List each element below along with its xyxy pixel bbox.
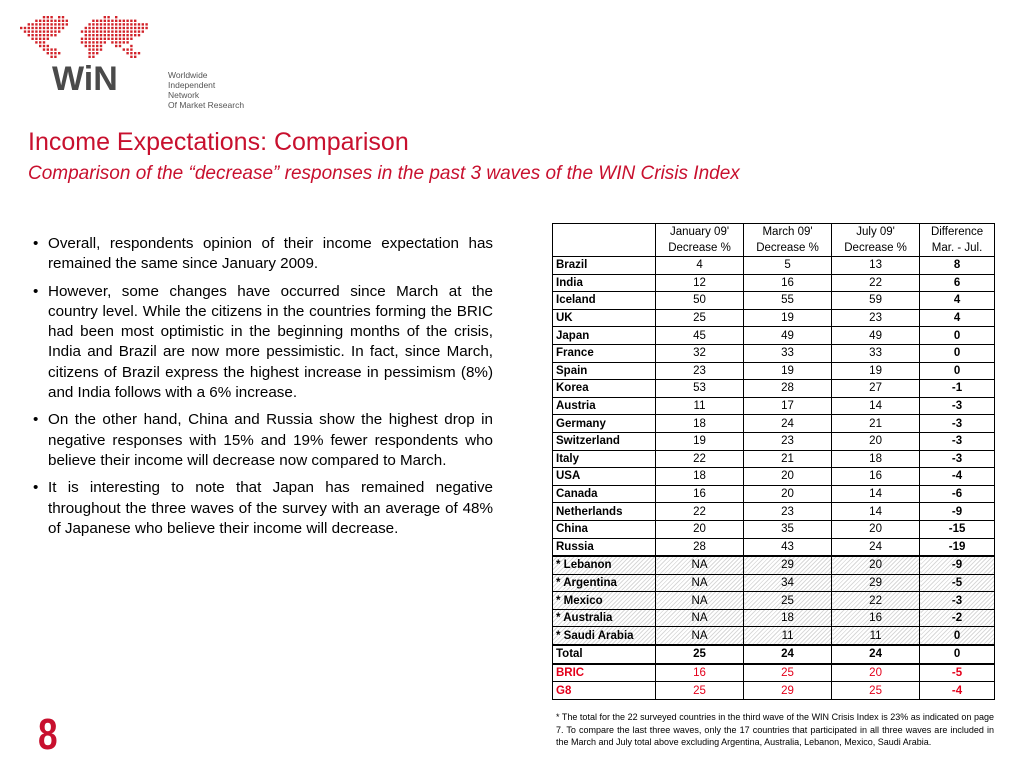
value-cell: 16 [744, 274, 832, 292]
table-row [553, 309, 995, 327]
bullet-text: However, some changes have occurred since March at the country level. While the citizens in the countries forming the BRIC had been most optimistic in the beginning months of the crisis, India and Brazil are now more pessimistic. In fact, since March, citizens of Brazil express the highest increase in pessimism (8%) and India follows with a 6% increase. [48, 282, 493, 402]
value-cell: 16 [832, 468, 920, 486]
value-cell: 29 [744, 682, 832, 700]
row-label: India [553, 274, 656, 292]
row-label: Japan [553, 327, 656, 345]
difference-cell: 0 [920, 327, 995, 345]
value-cell: 25 [744, 664, 832, 682]
row-label: * Lebanon [553, 556, 656, 574]
value-cell: 5 [744, 257, 832, 275]
value-cell: NA [656, 609, 744, 627]
table-row [553, 538, 995, 556]
table-row-group [553, 682, 995, 700]
world-map-dots-icon [18, 14, 158, 94]
value-cell: 18 [832, 450, 920, 468]
table-row [553, 432, 995, 450]
value-cell: 20 [832, 520, 920, 538]
value-cell: 29 [744, 556, 832, 574]
value-cell: 20 [744, 485, 832, 503]
difference-cell: 0 [920, 362, 995, 380]
row-label: Austria [553, 397, 656, 415]
value-cell: 22 [832, 274, 920, 292]
bullet-text: On the other hand, China and Russia show the highest drop in negative responses with 15% and 19% fewer respondents who believe their income will decrease now compared to March. [48, 411, 493, 469]
table-row [553, 485, 995, 503]
value-cell: 18 [656, 468, 744, 486]
logo-line-2: Independent Network [168, 80, 216, 100]
row-label: China [553, 520, 656, 538]
bullet-text: It is interesting to note that Japan has remained negative throughout the three waves of the survey with an average of 48% of Japanese who believe their income will decrease. [48, 479, 493, 537]
value-cell: 50 [656, 292, 744, 310]
table-row [553, 274, 995, 292]
difference-cell: -6 [920, 485, 995, 503]
row-label: BRIC [553, 664, 656, 682]
value-cell: 32 [656, 344, 744, 362]
bullet-item: • It is interesting to note that Japan has remained negative throughout the three waves of the survey with an average of 48% of Japanese who believe their income will decrease. [33, 479, 493, 537]
table-row-excluded [553, 592, 995, 610]
value-cell: 16 [656, 664, 744, 682]
value-cell: 25 [656, 682, 744, 700]
row-label: * Australia [553, 609, 656, 627]
header-blank [553, 224, 656, 257]
difference-cell: -4 [920, 682, 995, 700]
value-cell: 13 [832, 257, 920, 275]
value-cell: 25 [656, 309, 744, 327]
row-label: France [553, 344, 656, 362]
value-cell: 43 [744, 538, 832, 556]
value-cell: 14 [832, 397, 920, 415]
value-cell: 19 [656, 432, 744, 450]
table-header-row [553, 224, 995, 257]
page-subtitle: Comparison of the “decrease” responses in the past 3 waves of the WIN Crisis Index [28, 163, 740, 184]
logo-tagline [168, 70, 248, 110]
row-label: Total [553, 645, 656, 664]
value-cell: 19 [744, 309, 832, 327]
value-cell: 24 [832, 538, 920, 556]
row-label: Canada [553, 485, 656, 503]
logo-line-3: Of Market Research [168, 100, 245, 110]
value-cell: 59 [832, 292, 920, 310]
table-row [553, 520, 995, 538]
row-label: Spain [553, 362, 656, 380]
row-label: Germany [553, 415, 656, 433]
value-cell: 17 [744, 397, 832, 415]
table-row [553, 257, 995, 275]
value-cell: 20 [832, 432, 920, 450]
value-cell: 22 [656, 503, 744, 521]
difference-cell: -19 [920, 538, 995, 556]
value-cell: 28 [656, 538, 744, 556]
comparison-table [552, 223, 995, 700]
difference-cell: -5 [920, 574, 995, 592]
header-july: July 09' Decrease % [832, 224, 920, 257]
header-difference: Difference Mar. - Jul. [920, 224, 995, 257]
value-cell: 19 [744, 362, 832, 380]
value-cell: 20 [832, 556, 920, 574]
bullet-list [30, 234, 493, 546]
value-cell: 14 [832, 485, 920, 503]
bullet-item: • Overall, respondents opinion of their income expectation has remained the same since January 2009. [33, 235, 493, 273]
table-row [553, 362, 995, 380]
value-cell: 12 [656, 274, 744, 292]
table-row-excluded [553, 556, 995, 574]
difference-cell: 6 [920, 274, 995, 292]
row-label: * Mexico [553, 592, 656, 610]
row-label: UK [553, 309, 656, 327]
value-cell: 11 [656, 397, 744, 415]
difference-cell: -1 [920, 380, 995, 398]
difference-cell: 0 [920, 627, 995, 645]
table-row [553, 380, 995, 398]
difference-cell: -9 [920, 556, 995, 574]
value-cell: 35 [744, 520, 832, 538]
value-cell: NA [656, 592, 744, 610]
difference-cell: 8 [920, 257, 995, 275]
row-label: USA [553, 468, 656, 486]
row-label: Switzerland [553, 432, 656, 450]
difference-cell: -3 [920, 592, 995, 610]
value-cell: 18 [744, 609, 832, 627]
value-cell: 18 [656, 415, 744, 433]
header-january: January 09' Decrease % [656, 224, 744, 257]
table-row [553, 397, 995, 415]
logo-mark: WiN [52, 60, 118, 94]
row-label: Korea [553, 380, 656, 398]
bullet-item: • On the other hand, China and Russia show the highest drop in negative responses with 15% and 19% fewer respondents who believe their income will decrease now compared to March. [33, 411, 493, 469]
table-row-excluded [553, 574, 995, 592]
row-label: Italy [553, 450, 656, 468]
difference-cell: -3 [920, 415, 995, 433]
difference-cell: -4 [920, 468, 995, 486]
value-cell: 33 [832, 344, 920, 362]
difference-cell: -2 [920, 609, 995, 627]
value-cell: 25 [744, 592, 832, 610]
page-title: Income Expectations: Comparison [28, 128, 409, 156]
value-cell: 24 [832, 645, 920, 664]
value-cell: 11 [832, 627, 920, 645]
table-row-total [553, 645, 995, 664]
value-cell: 24 [744, 415, 832, 433]
value-cell: 49 [832, 327, 920, 345]
value-cell: 28 [744, 380, 832, 398]
value-cell: 33 [744, 344, 832, 362]
table-row [553, 503, 995, 521]
value-cell: 45 [656, 327, 744, 345]
row-label: Iceland [553, 292, 656, 310]
value-cell: 20 [656, 520, 744, 538]
difference-cell: 0 [920, 344, 995, 362]
value-cell: 11 [744, 627, 832, 645]
page-number: 8 [38, 710, 57, 759]
value-cell: 16 [832, 609, 920, 627]
difference-cell: -3 [920, 450, 995, 468]
value-cell: 23 [832, 309, 920, 327]
table-row [553, 468, 995, 486]
row-label: * Saudi Arabia [553, 627, 656, 645]
difference-cell: -5 [920, 664, 995, 682]
value-cell: NA [656, 627, 744, 645]
value-cell: 16 [656, 485, 744, 503]
bullet-text: Overall, respondents opinion of their income expectation has remained the same since January 2009. [48, 235, 493, 273]
header-march: March 09' Decrease % [744, 224, 832, 257]
logo-line-1: Worldwide [168, 70, 208, 80]
win-logo [18, 14, 248, 110]
table-row-excluded [553, 609, 995, 627]
difference-cell: 0 [920, 645, 995, 664]
row-label: Brazil [553, 257, 656, 275]
table-row [553, 344, 995, 362]
table-row-group [553, 664, 995, 682]
value-cell: 22 [656, 450, 744, 468]
difference-cell: -3 [920, 432, 995, 450]
value-cell: 23 [744, 503, 832, 521]
value-cell: 53 [656, 380, 744, 398]
table-row [553, 415, 995, 433]
table-row-excluded [553, 627, 995, 645]
row-label: G8 [553, 682, 656, 700]
bullet-item: • However, some changes have occurred since March at the country level. While the citizens in the countries forming the BRIC had been most optimistic in the beginning months of the crisis, India and Brazil are now more pessimistic. In fact, since March, citizens of Brazil express the highest increase in pessimism (8%) and India follows with a 6% increase. [33, 282, 493, 402]
table-row [553, 292, 995, 310]
value-cell: 14 [832, 503, 920, 521]
value-cell: NA [656, 556, 744, 574]
difference-cell: 4 [920, 292, 995, 310]
value-cell: 20 [744, 468, 832, 486]
value-cell: 23 [744, 432, 832, 450]
value-cell: NA [656, 574, 744, 592]
row-label: Russia [553, 538, 656, 556]
difference-cell: 4 [920, 309, 995, 327]
value-cell: 20 [832, 664, 920, 682]
value-cell: 27 [832, 380, 920, 398]
table-row [553, 327, 995, 345]
row-label: Netherlands [553, 503, 656, 521]
footnote: * The total for the 22 surveyed countries in the third wave of the WIN Crisis Index is 23% as indicated on page 7. To compare the last three waves, only the 17 countries that participated in all three waves are included in the March and July total above excluding Argentina, Australia, Lebanon, Mexico, Saudi Arabia. [556, 712, 994, 747]
value-cell: 25 [832, 682, 920, 700]
value-cell: 21 [744, 450, 832, 468]
difference-cell: -15 [920, 520, 995, 538]
value-cell: 25 [656, 645, 744, 664]
value-cell: 4 [656, 257, 744, 275]
value-cell: 55 [744, 292, 832, 310]
value-cell: 19 [832, 362, 920, 380]
row-label: * Argentina [553, 574, 656, 592]
value-cell: 24 [744, 645, 832, 664]
difference-cell: -9 [920, 503, 995, 521]
value-cell: 23 [656, 362, 744, 380]
value-cell: 49 [744, 327, 832, 345]
value-cell: 21 [832, 415, 920, 433]
table-row [553, 450, 995, 468]
difference-cell: -3 [920, 397, 995, 415]
value-cell: 22 [832, 592, 920, 610]
value-cell: 29 [832, 574, 920, 592]
value-cell: 34 [744, 574, 832, 592]
